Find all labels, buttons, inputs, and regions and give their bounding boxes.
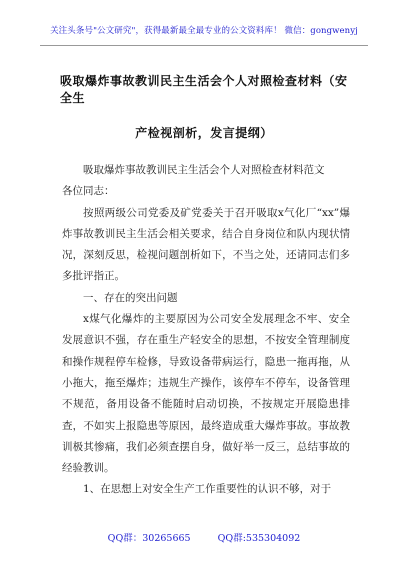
- footer-qq-group-1: QQ群：30265665: [107, 533, 191, 544]
- header-banner: 关注头条号"公文研究"，获得最新最全最专业的公文资料库！ 微信：gongwenyj: [50, 26, 358, 36]
- footer: [0, 530, 408, 544]
- body-paragraph: 1、在思想上对安全生产工作重要性的认识不够，对于: [83, 483, 332, 496]
- footer-qq-group-2: QQ群:535304092: [217, 533, 301, 544]
- header-divider: [40, 45, 368, 46]
- document-title-line1: 吸取爆炸事故教训民主生活会个人对照检查材料（安全生: [60, 74, 348, 105]
- salutation: 各位同志：: [62, 185, 115, 198]
- document-title-line2: 产检视剖析，发言提纲）: [135, 126, 273, 140]
- body-paragraph: 按照两级公司党委及矿党委关于召开吸取x气化厂“xx”爆炸事故教训民主生活会相关要求，结合自身岗位和队内现状情况，深刻反思，检视问题剖析如下，不当之处，还请同志们多多批评指正。: [62, 206, 350, 283]
- body-paragraph: x煤气化爆炸的主要原因为公司安全发展理念不牢、安全发展意识不强，存在重生产轻安全的思想，不按安全管理制度和操作规程停车检修，导致设备带病运行，隐患一拖再拖，从小拖大，拖至爆炸；违规生产操作，该停车不停车，设备管理不规范，备用设备不能随时启动切换，不按规定开展隐患排查，不如实上报隐患等原因，最终造成重大爆炸事故。事故教训极其惨痛，我们必须查摆自身，做好举一反三，总结事故的经验教训。: [62, 313, 350, 475]
- section-heading: 一、存在的突出问题: [83, 291, 178, 304]
- document-body: [62, 160, 350, 501]
- body-paragraph: 吸取爆炸事故教训民主生活会个人对照检查材料范文: [83, 164, 325, 176]
